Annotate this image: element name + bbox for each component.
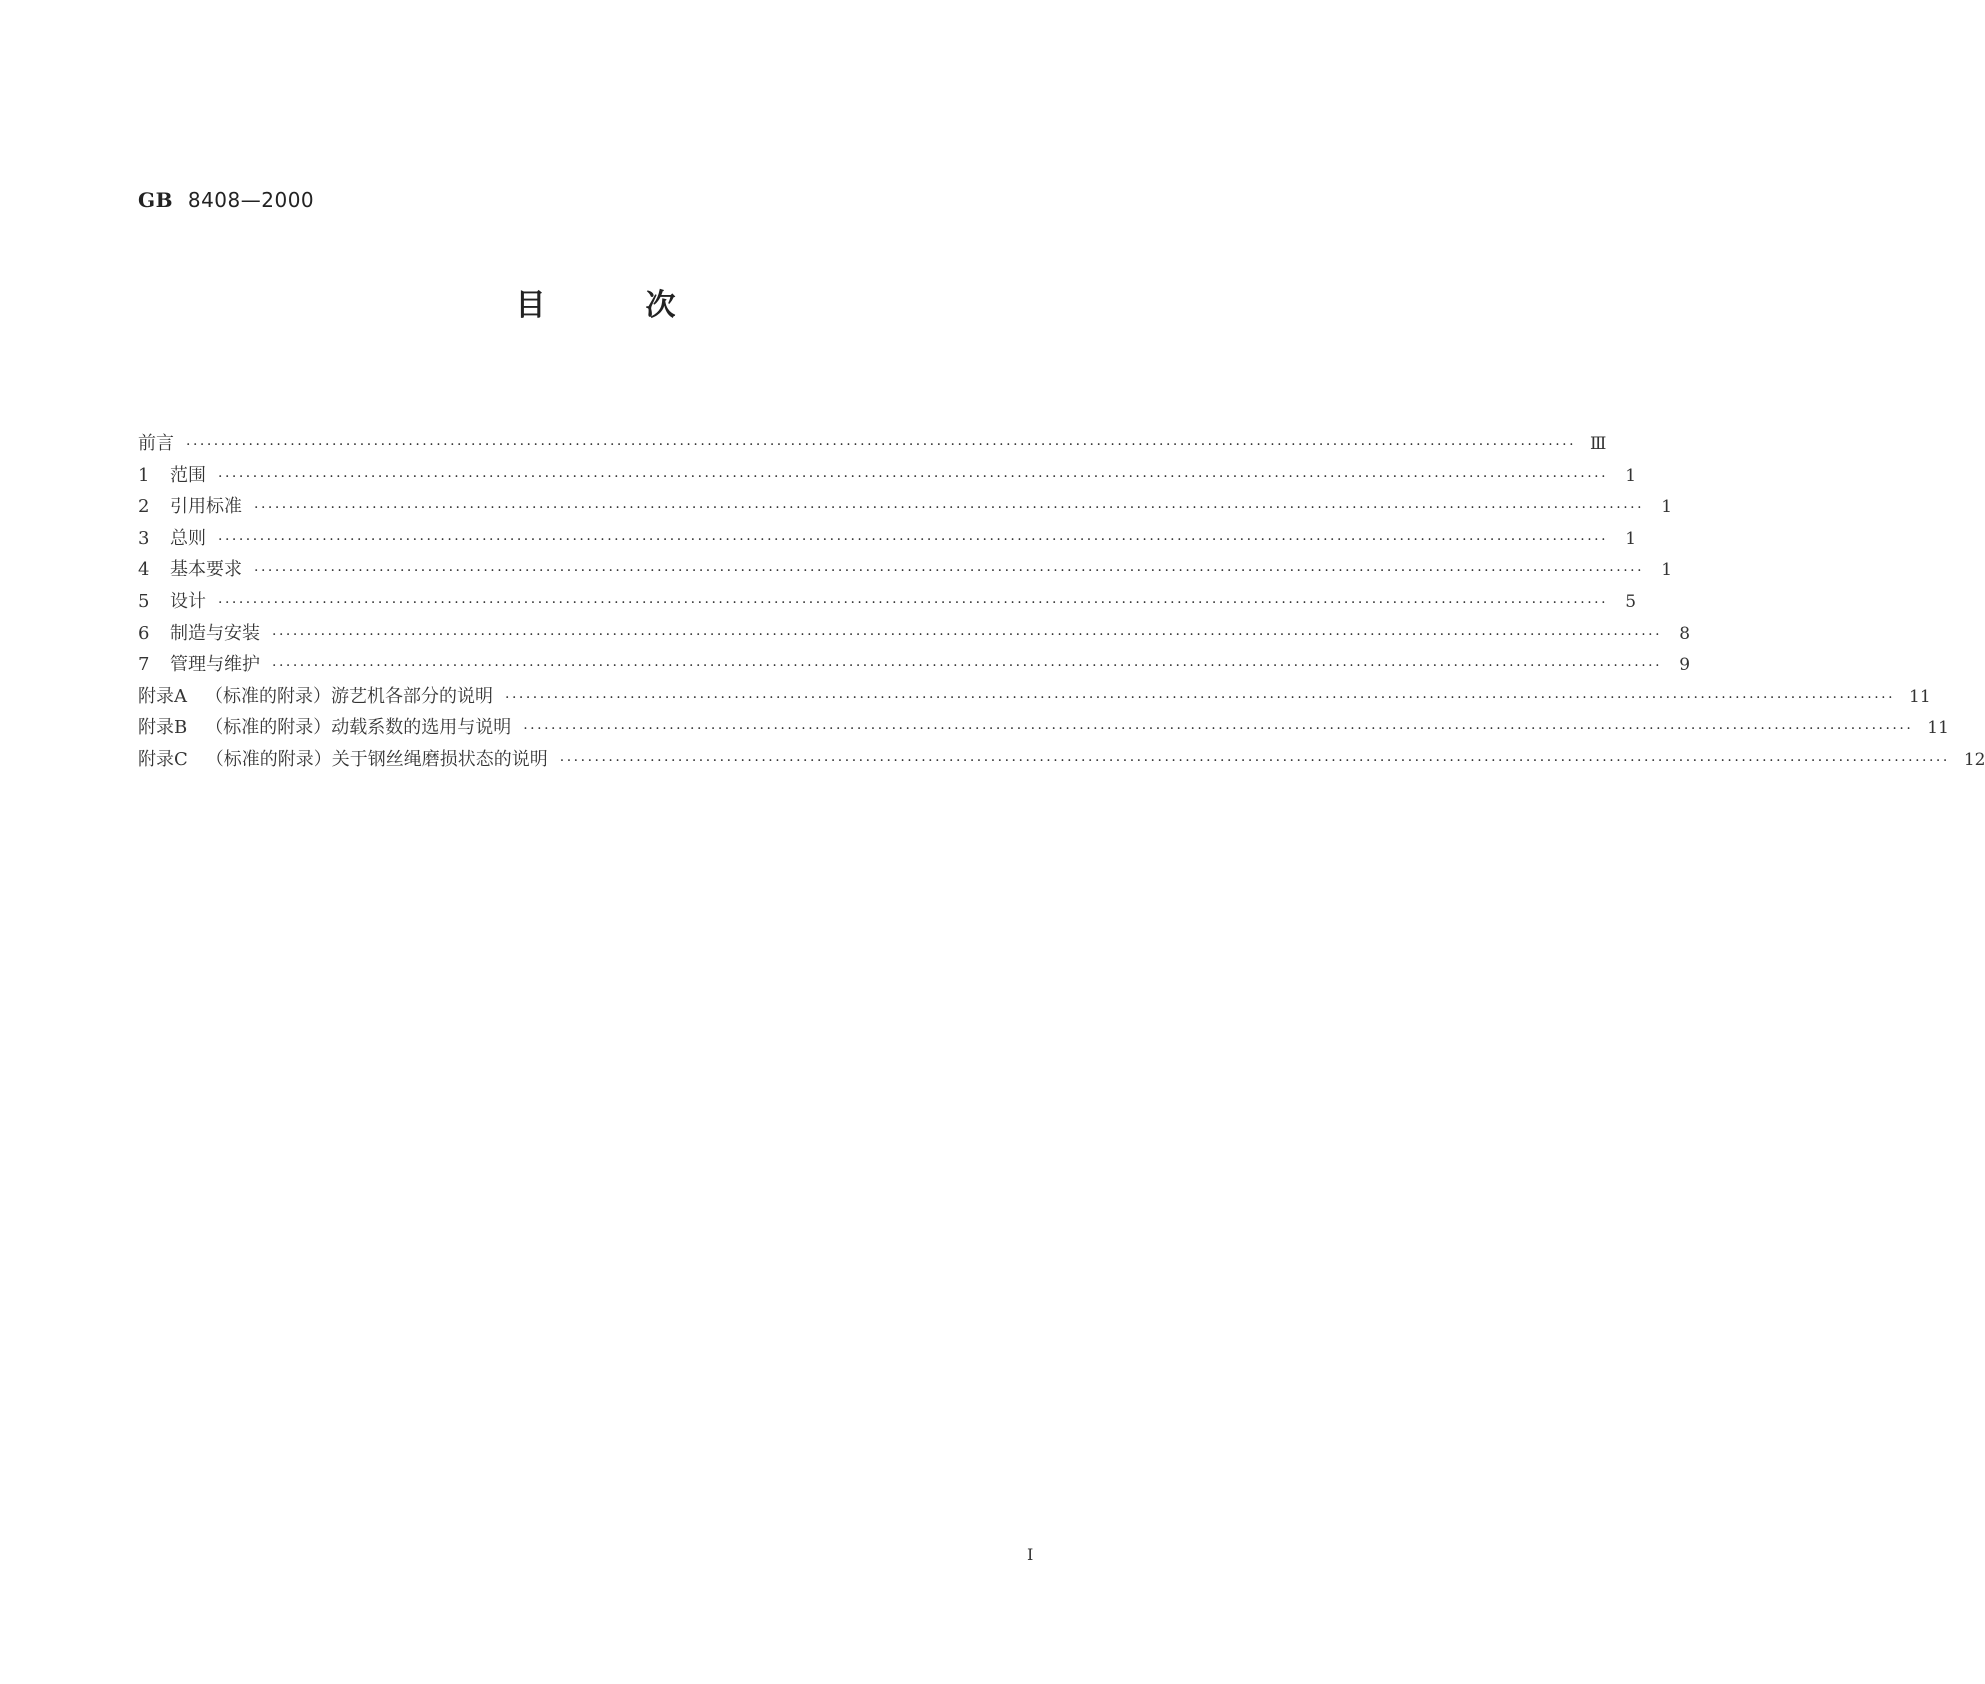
toc-entry-page: Ⅲ	[1590, 434, 1607, 454]
toc-entry-normative-references[interactable]	[138, 491, 1673, 523]
toc-entry-page: 1	[1661, 560, 1673, 581]
toc-entry-number: 6	[138, 622, 150, 644]
table-of-contents	[138, 428, 1985, 776]
toc-entry-appendix-prefix: 附录A	[138, 685, 187, 707]
toc-leader-dots: ········································································································································································································	[505, 689, 1896, 706]
toc-leader-dots: ········································································································································································································	[254, 563, 1645, 580]
toc-entry-appendix-a[interactable]	[138, 681, 1931, 713]
standard-prefix: GB	[138, 188, 173, 212]
page-folio: Ⅰ	[1027, 1545, 1034, 1564]
toc-entry-appendix-b[interactable]	[138, 712, 1949, 744]
toc-entry-label: 设计	[170, 590, 206, 612]
standard-identifier	[138, 188, 314, 212]
toc-leader-dots: ········································································································································································································	[272, 658, 1663, 675]
toc-entry-label: 管理与维护	[170, 654, 260, 676]
page-title: 目次	[515, 288, 776, 323]
toc-entry-appendix-c[interactable]	[138, 744, 1985, 776]
toc-entry-label: 制造与安装	[170, 622, 260, 644]
toc-entry-basic-requirements[interactable]	[138, 554, 1673, 586]
toc-entry-management-maintenance[interactable]	[138, 649, 1691, 681]
toc-entry-page: 1	[1661, 497, 1673, 518]
toc-entry-page: 5	[1625, 591, 1637, 612]
toc-leader-dots: ········································································································································································································	[186, 437, 1577, 453]
toc-entry-page: 8	[1679, 623, 1691, 644]
toc-entry-foreword[interactable]	[138, 428, 1607, 460]
toc-leader-dots: ········································································································································································································	[254, 500, 1645, 517]
toc-entry-number: 4	[138, 559, 150, 581]
toc-entry-page: 1	[1625, 528, 1637, 549]
standard-number: 8408—2000	[187, 188, 315, 212]
toc-entry-appendix-prefix: 附录B	[138, 717, 188, 739]
toc-entry-manufacture-installation[interactable]	[138, 618, 1691, 650]
toc-entry-label: 范围	[170, 464, 206, 486]
toc-entry-page: 11	[1909, 686, 1931, 707]
toc-entry-design[interactable]	[138, 586, 1637, 618]
toc-leader-dots: ········································································································································································································	[218, 468, 1609, 485]
toc-entry-scope[interactable]	[138, 460, 1637, 492]
toc-entry-label: 总则	[170, 527, 206, 549]
toc-entry-appendix-prefix: 附录C	[138, 748, 188, 770]
toc-leader-dots: ········································································································································································································	[272, 626, 1663, 643]
toc-leader-dots: ········································································································································································································	[218, 531, 1609, 548]
toc-entry-label: 基本要求	[170, 559, 242, 581]
toc-entry-number: 7	[138, 654, 150, 676]
toc-entry-label: （标准的附录）动载系数的选用与说明	[205, 717, 512, 739]
toc-leader-dots: ········································································································································································································	[559, 752, 1950, 769]
toc-entry-page: 11	[1927, 718, 1949, 739]
toc-entry-number: 1	[138, 464, 150, 486]
toc-entry-label: 前言	[138, 433, 174, 454]
toc-leader-dots: ········································································································································································································	[523, 721, 1914, 738]
toc-leader-dots: ········································································································································································································	[218, 594, 1609, 611]
toc-entry-general[interactable]	[138, 523, 1637, 555]
toc-entry-number: 3	[138, 527, 150, 549]
toc-entry-page: 12	[1963, 749, 1985, 770]
toc-entry-label: （标准的附录）游艺机各部分的说明	[205, 685, 493, 707]
toc-entry-page: 9	[1679, 655, 1691, 676]
toc-entry-label: 引用标准	[170, 496, 242, 518]
toc-entry-number: 5	[138, 590, 150, 612]
toc-entry-number: 2	[138, 496, 150, 518]
toc-entry-page: 1	[1625, 465, 1637, 486]
toc-entry-label: （标准的附录）关于钢丝绳磨损状态的说明	[205, 748, 548, 770]
